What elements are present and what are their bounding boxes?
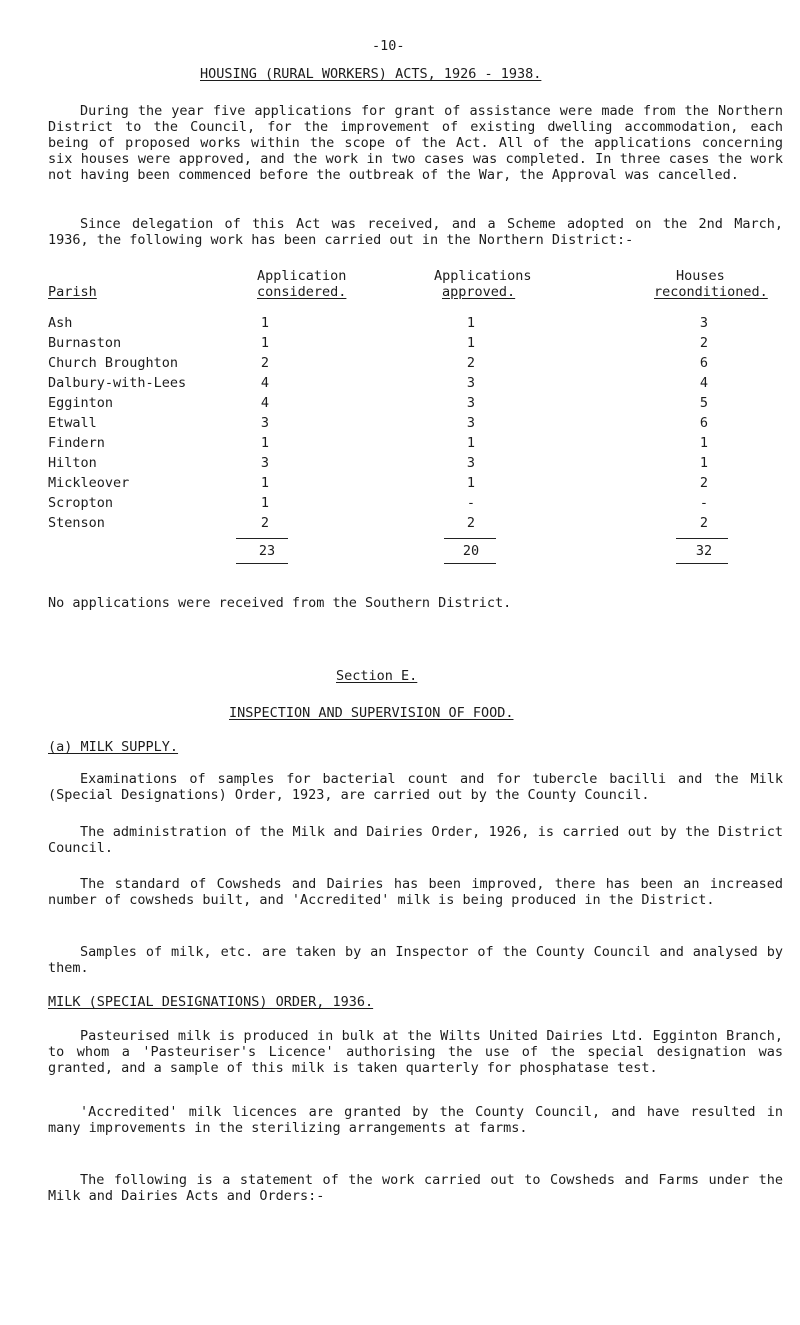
table-cell-houses: 4 xyxy=(699,375,709,391)
table-cell-considered: 4 xyxy=(260,375,270,391)
table-cell-considered: 2 xyxy=(260,355,270,371)
table-cell-parish: Etwall xyxy=(48,415,97,431)
table-cell-parish: Mickleover xyxy=(48,475,130,491)
table-cell-considered: 1 xyxy=(260,335,270,351)
table-cell-considered: 3 xyxy=(260,415,270,431)
table-cell-parish: Dalbury-with-Lees xyxy=(48,375,187,391)
table-cell-considered: 4 xyxy=(260,395,270,411)
table-cell-considered: 2 xyxy=(260,515,270,531)
section-title: Section E. xyxy=(336,668,418,684)
table-cell-houses: 3 xyxy=(699,315,709,331)
table-cell-approved: 3 xyxy=(466,395,476,411)
table-cell-considered: 3 xyxy=(260,455,270,471)
milk-text-4: Samples of milk, etc. are taken by an Inspector of the County Council and analysed by them. xyxy=(48,944,783,976)
milk-text-2: The administration of the Milk and Dairies Order, 1926, is carried out by the District Council. xyxy=(48,824,783,856)
table-cell-approved: 3 xyxy=(466,415,476,431)
table-cell-approved: 3 xyxy=(466,375,476,391)
table-cell-approved: - xyxy=(466,495,476,511)
header-houses-line1: Houses xyxy=(676,268,725,284)
table-cell-approved: 1 xyxy=(466,315,476,331)
order-paragraph-3 xyxy=(48,1172,783,1204)
order-paragraph-2 xyxy=(48,1104,783,1136)
order-text-2: 'Accredited' milk licences are granted by the County Council, and have resulted in many improvements in the sterilizing arrangements at farms. xyxy=(48,1104,783,1136)
totals-rule-bottom xyxy=(676,563,728,564)
table-cell-considered: 1 xyxy=(260,475,270,491)
table-cell-houses: 5 xyxy=(699,395,709,411)
delegation-text: Since delegation of this Act was received, and a Scheme adopted on the 2nd March, 1936, the following work has been carried out in the Northern District:- xyxy=(48,216,783,248)
table-cell-approved: 2 xyxy=(466,515,476,531)
milk-paragraph-3 xyxy=(48,876,783,908)
table-cell-parish: Egginton xyxy=(48,395,114,411)
header-considered-line2: considered. xyxy=(257,284,347,300)
total-considered: 23 xyxy=(258,543,276,559)
header-considered-line1: Application xyxy=(257,268,347,284)
table-cell-parish: Hilton xyxy=(48,455,97,471)
delegation-paragraph xyxy=(48,216,783,248)
totals-rule-bottom xyxy=(444,563,496,564)
table-cell-houses: - xyxy=(699,495,709,511)
header-approved-line1: Applications xyxy=(434,268,532,284)
considered-column xyxy=(250,313,280,533)
milk-supply-heading xyxy=(48,739,178,755)
intro-paragraph xyxy=(48,103,783,183)
totals-rule-top xyxy=(236,538,288,539)
table-cell-parish: Findern xyxy=(48,435,105,451)
houses-column xyxy=(689,313,719,533)
milk-paragraph-1 xyxy=(48,771,783,803)
table-cell-approved: 1 xyxy=(466,335,476,351)
table-cell-parish: Scropton xyxy=(48,495,114,511)
table-cell-houses: 1 xyxy=(699,455,709,471)
order-paragraph-1 xyxy=(48,1028,783,1076)
page-number: -10- xyxy=(372,38,405,54)
table-cell-houses: 2 xyxy=(699,475,709,491)
table-cell-houses: 1 xyxy=(699,435,709,451)
southern-district-note: No applications were received from the Southern District. xyxy=(48,595,512,611)
table-cell-approved: 1 xyxy=(466,475,476,491)
table-cell-parish: Church Broughton xyxy=(48,355,179,371)
parish-column xyxy=(48,313,248,533)
table-cell-parish: Stenson xyxy=(48,515,105,531)
header-approved-line2: approved. xyxy=(442,284,516,300)
order-text-1: Pasteurised milk is produced in bulk at the Wilts United Dairies Ltd. Egginton Branch, to whom a 'Pasteuriser's Licence' authorising the use of the special designation was granted, and a sample of this milk is taken quarterly for phosphatase test. xyxy=(48,1028,783,1076)
totals-rule-bottom xyxy=(236,563,288,564)
table-cell-approved: 2 xyxy=(466,355,476,371)
table-cell-houses: 2 xyxy=(699,515,709,531)
milk-text-1: Examinations of samples for bacterial count and for tubercle bacilli and the Milk (Special Designations) Order, 1923, are carried out by the County Council. xyxy=(48,771,783,803)
intro-text: During the year five applications for grant of assistance were made from the Northern District to the Council, for the improvement of existing dwelling accommodation, each being of proposed works within the scope of the Act. All of the applications concerning six houses were approved, and the work in two cases was completed. In three cases the work not having been commenced before the outbreak of the War, the Approval was cancelled. xyxy=(48,103,783,183)
totals-rule-top xyxy=(444,538,496,539)
milk-text-3: The standard of Cowsheds and Dairies has been improved, there has been an increased number of cowsheds built, and 'Accredited' milk is being produced in the District. xyxy=(48,876,783,908)
table-cell-considered: 1 xyxy=(260,495,270,511)
approved-column xyxy=(456,313,486,533)
table-cell-considered: 1 xyxy=(260,435,270,451)
order-text-3: The following is a statement of the work carried out to Cowsheds and Farms under the Milk and Dairies Acts and Orders:- xyxy=(48,1172,783,1204)
page-heading: HOUSING (RURAL WORKERS) ACTS, 1926 - 1938. xyxy=(200,66,542,82)
table-cell-houses: 6 xyxy=(699,415,709,431)
table-cell-parish: Ash xyxy=(48,315,73,331)
section-subtitle: INSPECTION AND SUPERVISION OF FOOD. xyxy=(229,705,514,721)
table-cell-houses: 6 xyxy=(699,355,709,371)
table-cell-approved: 3 xyxy=(466,455,476,471)
table-cell-approved: 1 xyxy=(466,435,476,451)
total-approved: 20 xyxy=(462,543,480,559)
header-parish: Parish xyxy=(48,284,97,300)
table-cell-houses: 2 xyxy=(699,335,709,351)
order-heading: MILK (SPECIAL DESIGNATIONS) ORDER, 1936. xyxy=(48,994,374,1010)
table-cell-parish: Burnaston xyxy=(48,335,122,351)
header-houses-line2: reconditioned. xyxy=(654,284,768,300)
table-cell-considered: 1 xyxy=(260,315,270,331)
total-houses: 32 xyxy=(695,543,713,559)
totals-rule-top xyxy=(676,538,728,539)
milk-supply-heading-text: (a) MILK SUPPLY. xyxy=(48,739,179,755)
milk-paragraph-2 xyxy=(48,824,783,856)
milk-paragraph-4 xyxy=(48,944,783,976)
